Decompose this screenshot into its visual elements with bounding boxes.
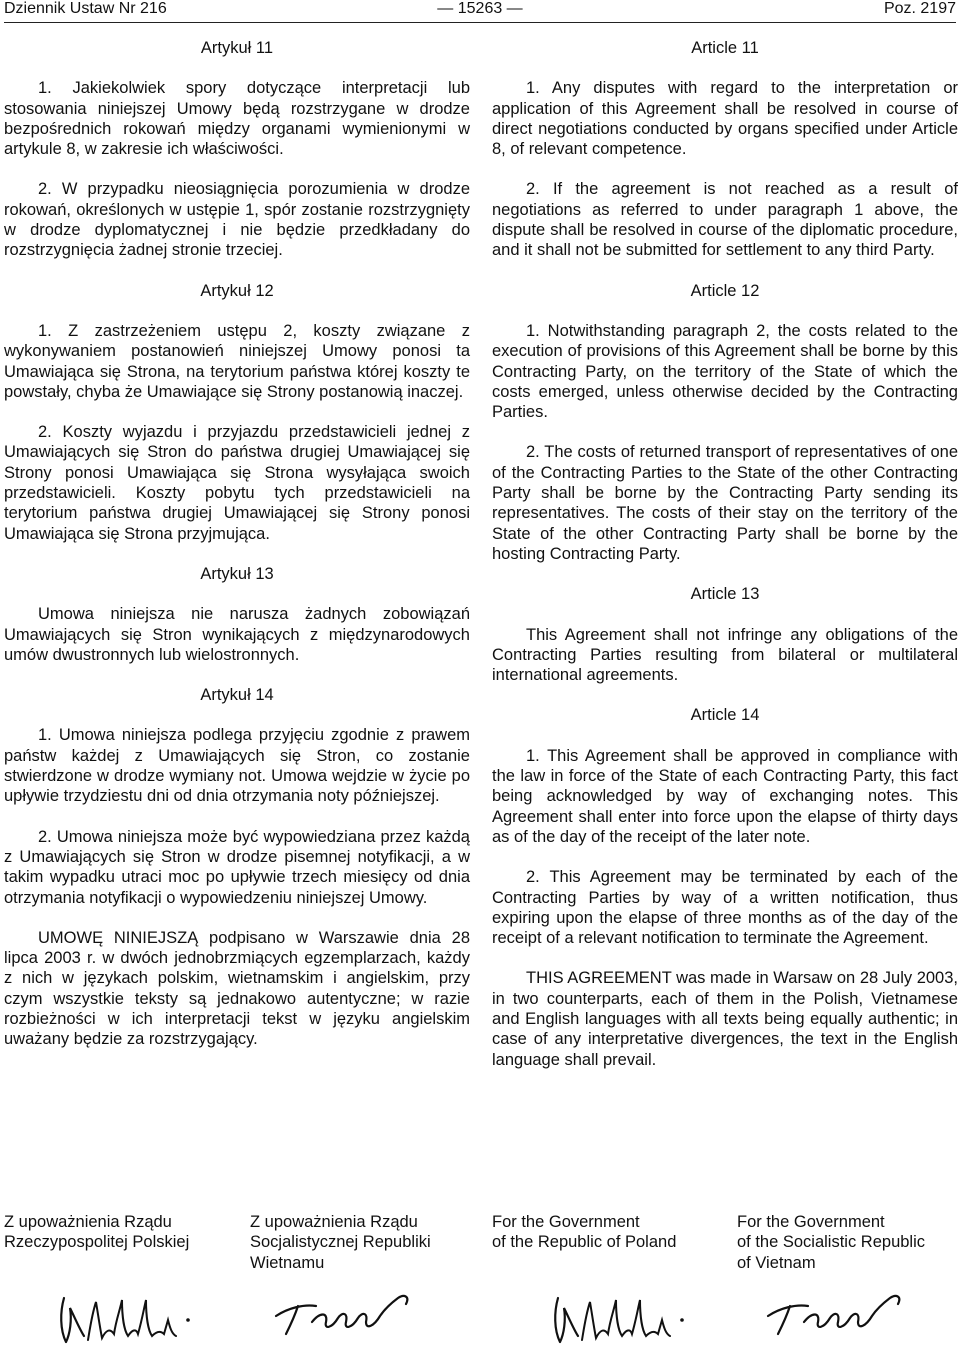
signature-block-poland-pl [4, 1212, 189, 1253]
article-13-paragraph-pl: Umowa niniejsza nie narusza żadnych zobowiązań Umawiających się Stron wynikających z międzynarodowych umów dwustronnych lub wielostronnych. [4, 605, 470, 664]
article-14-paragraph-2-en: 2. This Agreement may be terminated by each of the Contracting Parties by way of a written notification, thus expiring upon the elapse of three months as of the day of the receipt of a relevant notification to terminate the Agreement. [492, 868, 958, 948]
closing-statement-en: THIS AGREEMENT was made in Warsaw on 28 July 2003, in two counterparts, each of them in the Polish, Vietnamese and English languages with all texts being equally authentic; in case of any interpretative divergences, the text in the English language shall prevail. [492, 969, 958, 1069]
signature-caption-line: Rzeczypospolitej Polskiej [4, 1233, 190, 1252]
page-header [4, 0, 956, 22]
article-13-heading-pl: Artykuł 13 [200, 564, 274, 583]
article-11-paragraph-2-pl: 2. W przypadku nieosiągnięcia porozumienia w drodze rokowań, określonych w ustępie 1, spór zostanie rozstrzygnięty w drodze dyplomatycznej i nie będzie przedkładany do rozstrzygnięcia żadnej stronie trzeciej. [4, 180, 470, 260]
signature-caption-line: of the Republic of Poland [492, 1233, 677, 1252]
article-13-paragraph-en: This Agreement shall not infringe any obligations of the Contracting Parties resulting from bilateral or multilateral international agreements. [492, 625, 958, 685]
handwritten-signature-poland-en [544, 1290, 694, 1350]
header-rule [4, 22, 956, 23]
article-12-paragraph-2-en: 2. The costs of returned transport of representatives of one of the Contracting Parties to the State of the other Contracting Party shall be borne by the Contracting Party sending its representatives. The costs of their stay on the territory of the State of the other Contracting Party shall be borne by the hosting Contracting Party. [492, 443, 958, 563]
article-12-heading-en: Article 12 [690, 281, 760, 300]
signature-caption-line: For the Government [737, 1213, 885, 1231]
signature-caption-line: of Vietnam [737, 1253, 816, 1272]
article-14-paragraph-1-en: 1. This Agreement shall be approved in compliance with the law in force of the State of each Contracting Party, this fact being acknowledged by way of exchanging notes. This Agreement shall enter into force upon the elapse of thirty days as of the day of the receipt of the later note. [492, 746, 958, 846]
signature-block-poland-en [492, 1212, 676, 1253]
article-12-paragraph-1-pl: 1. Z zastrzeżeniem ustępu 2, koszty związane z wykonywaniem postanowień niniejszej Umowy ponosi ta Umawiająca się Strona, na terytorium państwa której koszty te powstały, chyba że Umawiające się Strony postanowią inaczej. [4, 321, 470, 401]
handwritten-signature-vietnam-en [760, 1282, 910, 1342]
article-14-paragraph-2-pl: 2. Umowa niniejsza może być wypowiedziana przez każdą z Umawiających się Stron w drodze pisemnej notyfikacji, a w takim wypadku utraci moc po upływie trzech miesięcy od dnia otrzymania notyfikacji o wypowiedzeniu niniejszej Umowy. [4, 827, 470, 907]
article-11-paragraph-1-pl: 1. Jakiekolwiek spory dotyczące interpretacji lub stosowania niniejszej Umowy będą rozstrzygane w drodze bezpośrednich rokowań między organami wymienionymi w artykule 8, w zakresie ich właściwości. [4, 79, 470, 159]
article-12-paragraph-2-pl: 2. Koszty wyjazdu i przyjazdu przedstawicieli jednej z Umawiających się Stron do państwa drugiej Umawiającej się Strony ponosi Umawiająca się Strona wysyłająca swoich przedstawicieli. Koszty pobytu tych przedstawicieli na terytorium państwa drugiej Umawiającej się Strony ponosi Umawiająca się Strona przyjmująca. [4, 423, 470, 543]
article-11-paragraph-1-en: 1. Any disputes with regard to the interpretation or application of this Agreement shall be resolved in course of direct negotiations conducted by organs specified under Article 8, of relevant competence. [492, 79, 958, 159]
signature-block-vietnam-en [737, 1212, 925, 1273]
handwritten-signature-poland-pl [50, 1290, 200, 1350]
signature-caption-line: Wietnamu [250, 1253, 325, 1272]
article-14-heading-pl: Artykuł 14 [200, 686, 274, 705]
article-12-paragraph-1-en: 1. Notwithstanding paragraph 2, the costs related to the execution of provisions of this Agreement shall be borne by this Contracting Party, on the territory of the State of which the costs emerged, unless otherwise decided by the Contracting Parties. [492, 321, 958, 422]
article-12-heading-pl: Artykuł 12 [200, 281, 274, 300]
signature-caption-line: Z upoważnienia Rządu [250, 1213, 418, 1231]
article-11-heading-pl: Artykuł 11 [200, 39, 274, 57]
page-number: — 15263 — [437, 0, 523, 17]
handwritten-signature-vietnam-pl [268, 1282, 418, 1342]
closing-statement-pl: UMOWĘ NINIEJSZĄ podpisano w Warszawie dnia 28 lipca 2003 r. w dwóch jednobrzmiących egzemplarzach, każdy z nich w językach polskim, wietnamskim i angielskim, przy czym wszystkie teksty są jednakowo autentyczne; w razie rozbieżności w ich interpretacji tekst w języku angielskim uważany będzie za rozstrzygający. [4, 928, 470, 1049]
article-14-paragraph-1-pl: 1. Umowa niniejsza podlega przyjęciu zgodnie z prawem państw każdej z Umawiających się Stron, co zostanie stwierdzone w drodze wymiany not. Umowa wejdzie w życie po upływie trzydziestu dni od dnia otrzymania noty późniejszej. [4, 726, 470, 806]
position-number: Poz. 2197 [883, 0, 956, 17]
signature-caption-line: Socjalistycznej Republiki [250, 1233, 431, 1252]
signature-block-vietnam-pl [250, 1212, 431, 1273]
polish-column [4, 38, 470, 1070]
english-column [492, 38, 958, 1090]
article-13-heading-en: Article 13 [690, 585, 760, 604]
signature-caption-line: of the Socialistic Republic [737, 1233, 926, 1252]
article-11-heading-en: Article 11 [691, 39, 759, 57]
article-14-heading-en: Article 14 [690, 706, 760, 725]
signature-caption-line: For the Government [492, 1213, 640, 1231]
signature-caption-line: Z upoważnienia Rządu [4, 1213, 172, 1231]
article-11-paragraph-2-en: 2. If the agreement is not reached as a result of negotiations as referred to under paragraph 1 above, the dispute shall be resolved in course of the diplomatic procedure, and it shall not be submitted for settlement to any third Party. [492, 180, 958, 260]
journal-title: Dziennik Ustaw Nr 216 [4, 0, 167, 17]
